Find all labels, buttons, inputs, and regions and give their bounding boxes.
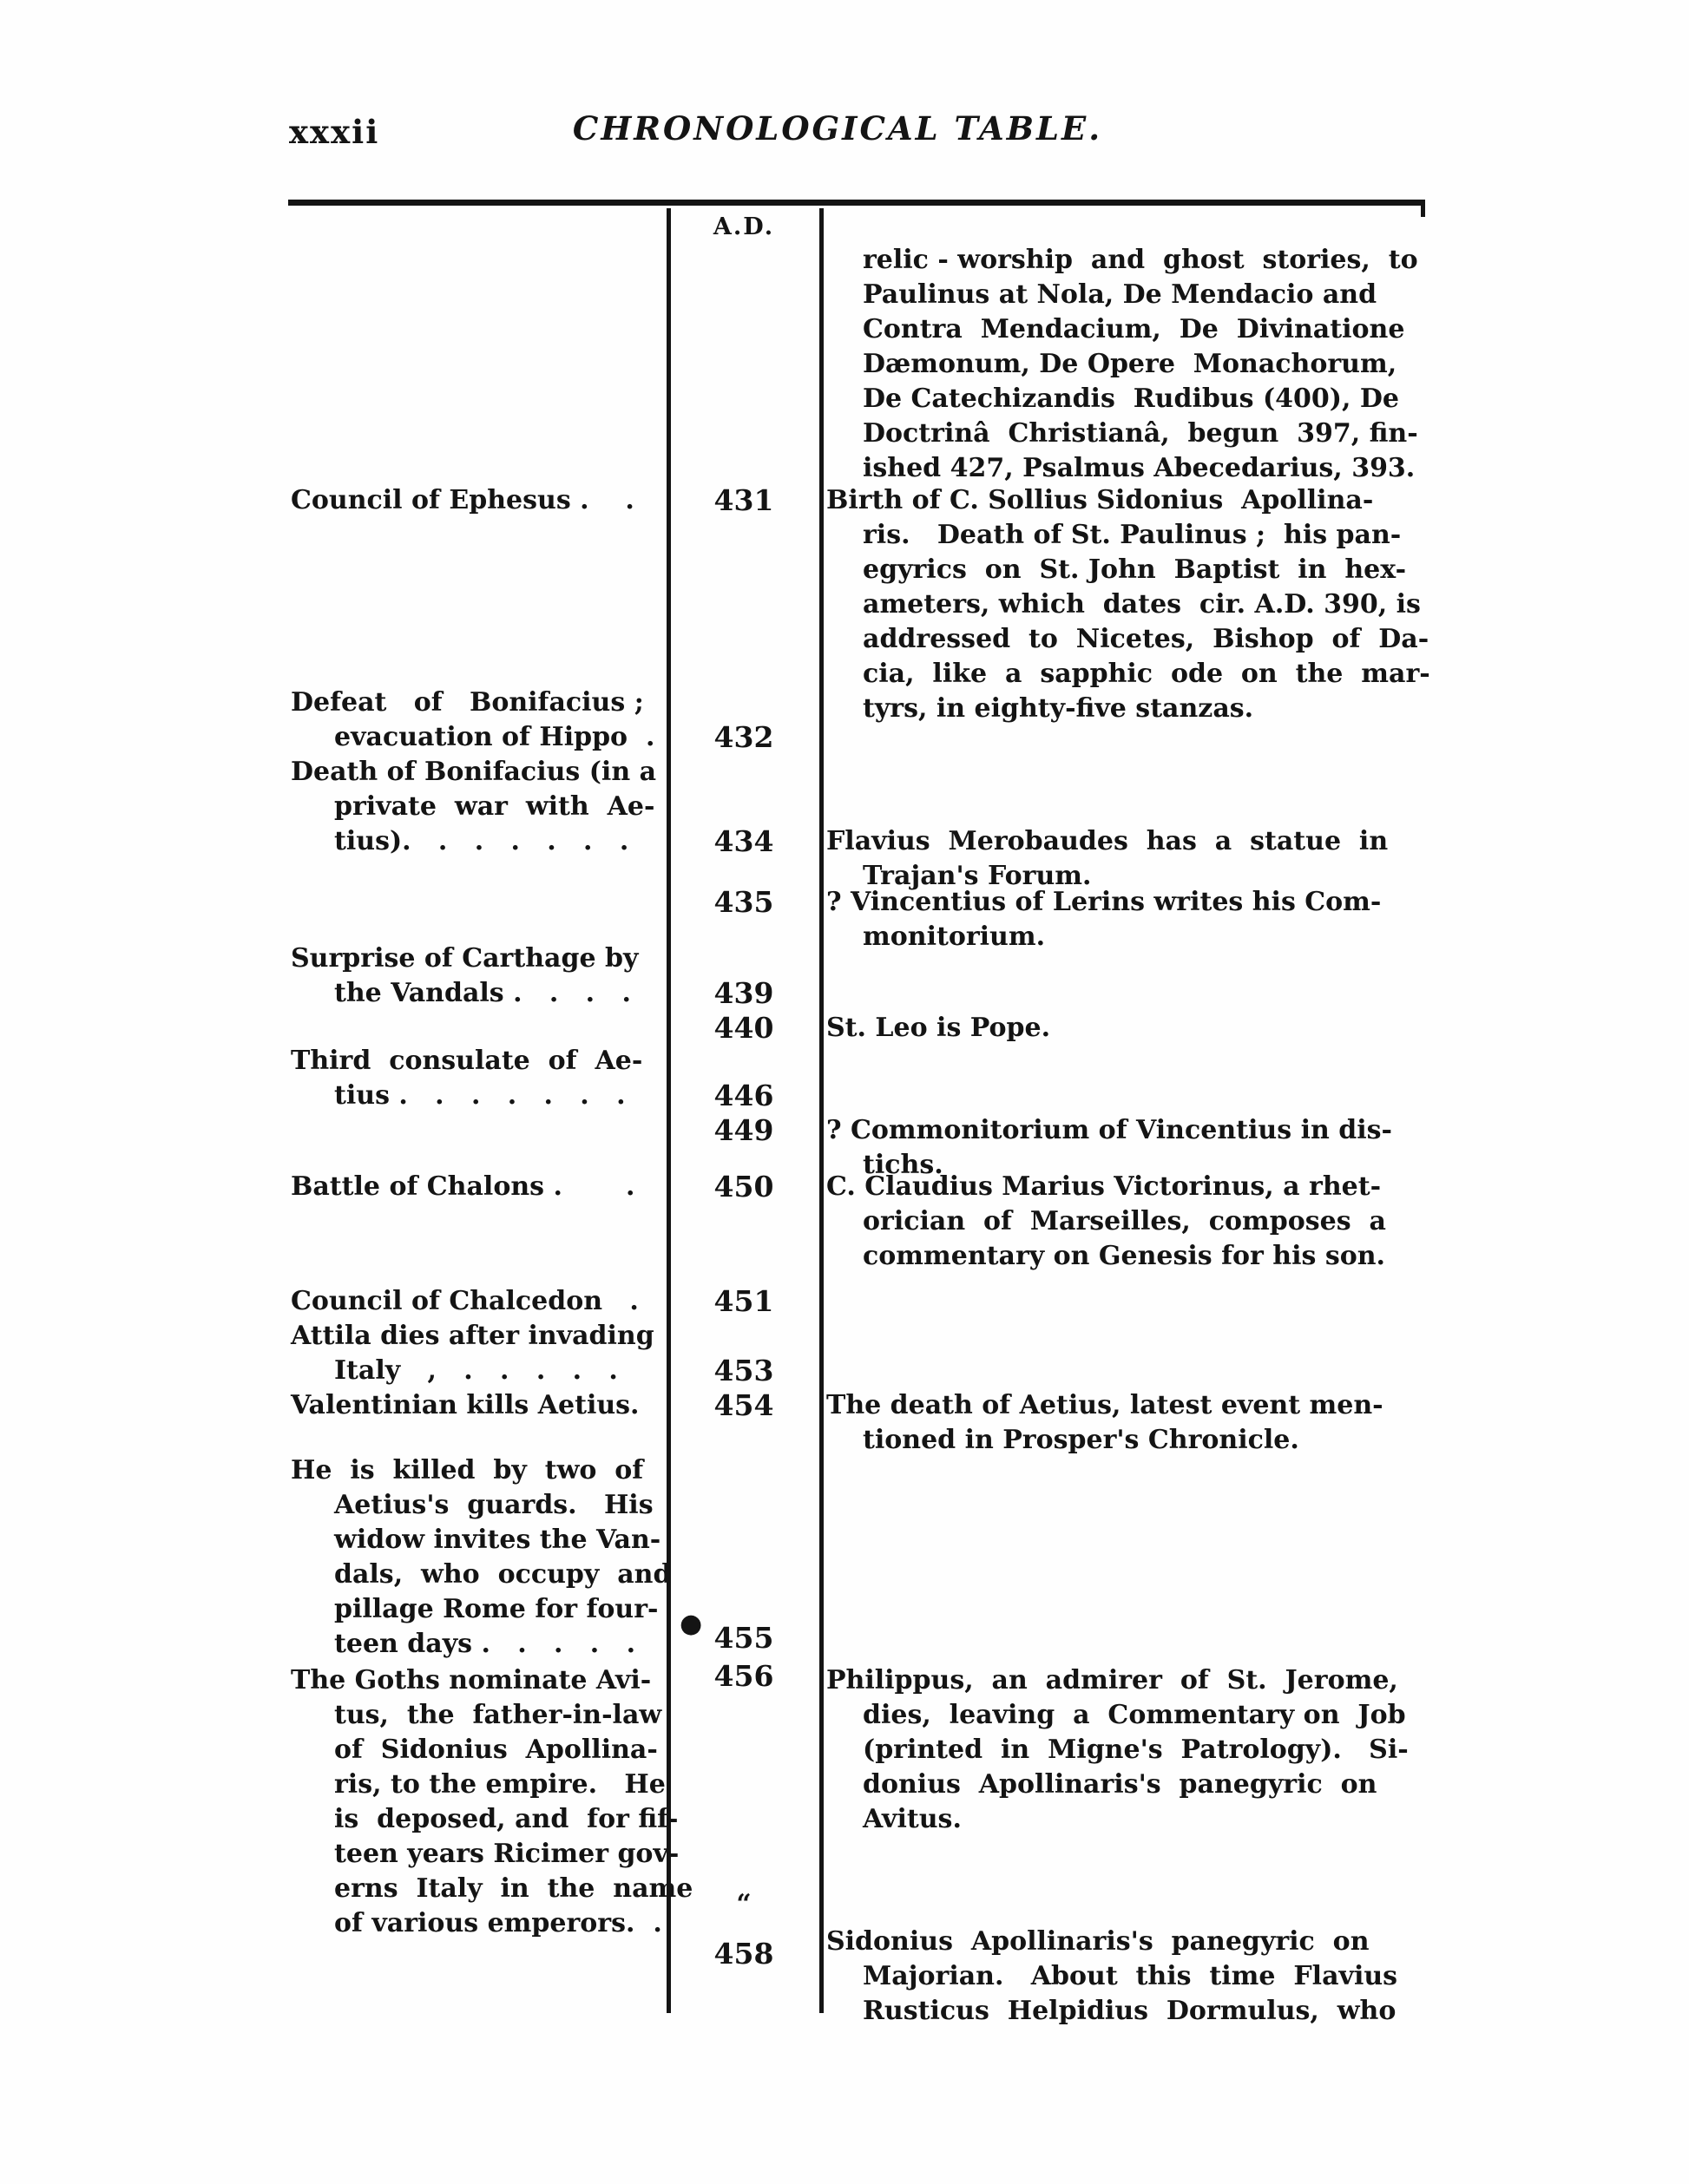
text-line: orician of Marseilles, composes a (863, 1206, 1386, 1236)
year-label-431: 431 (713, 483, 774, 517)
table-top-rule-end-tick (1421, 200, 1425, 217)
text-line: evacuation of Hippo . (334, 722, 655, 752)
desc-panegyric-on-majorian (826, 1925, 1427, 2029)
ad-column-header: A.D. (713, 213, 775, 240)
text-line: (printed in Migne's Patrology). Si- (863, 1735, 1409, 1765)
text-line: He is killed by two of (291, 1455, 644, 1486)
ink-blot-mark: ● (680, 1609, 703, 1639)
desc-claudius-marius-victorinus (826, 1170, 1427, 1274)
text-line: of Sidonius Apollina- (334, 1735, 658, 1765)
text-line: tyrs, in eighty-five stanzas. (863, 693, 1254, 724)
text-line: Italy , . . . . . (334, 1355, 618, 1386)
desc-death-of-aetius (826, 1388, 1427, 1458)
text-line: Valentinian kills Aetius. (291, 1390, 640, 1420)
text-line: Council of Chalcedon . (291, 1286, 639, 1316)
year-label-455: 455 (713, 1621, 774, 1655)
event-council-of-chalcedon (291, 1284, 662, 1319)
text-line: tus, the father-in-law (334, 1700, 662, 1730)
text-line: Avitus. (863, 1804, 962, 1834)
text-line: Philippus, an admirer of St. Jerome, (826, 1665, 1398, 1695)
text-line: dals, who occupy and (334, 1559, 672, 1590)
text-line: Sidonius Apollinaris's panegyric on (826, 1926, 1370, 1957)
year-label-434: 434 (713, 824, 774, 858)
text-line: Defeat of Bonifacius ; (291, 687, 644, 718)
year-label-458: 458 (713, 1937, 774, 1971)
text-line: ris. Death of St. Paulinus ; his pan- (863, 520, 1402, 550)
text-line: Dæmonum, De Opere Monachorum, (863, 349, 1397, 379)
desc-st-leo-pope (826, 1011, 1427, 1046)
text-line: Battle of Chalons . . (291, 1171, 635, 1202)
text-line: Rusticus Helpidius Dormulus, who (863, 1996, 1397, 2026)
year-label-450: 450 (713, 1170, 774, 1203)
text-line: egyrics on St. John Baptist in hex- (863, 554, 1407, 585)
text-line: of various emperors. . (334, 1908, 662, 1938)
text-line: is deposed, and for fif- (334, 1804, 679, 1834)
desc-flavius-merobaudes (826, 824, 1427, 894)
text-line: Aetius's guards. His (334, 1490, 654, 1520)
text-line: Third consulate of Ae- (291, 1046, 643, 1076)
text-line: private war with Ae- (334, 791, 655, 822)
year-label-435: 435 (713, 885, 774, 919)
year-label-439: 439 (713, 976, 774, 1010)
text-line: cia, like a sapphic ode on the mar- (863, 659, 1430, 689)
text-line: Flavius Merobaudes has a statue in (826, 826, 1389, 856)
year-label-456: 456 (713, 1659, 774, 1693)
text-line: ris, to the empire. He (334, 1769, 666, 1800)
text-line: pillage Rome for four- (334, 1594, 659, 1624)
text-line: teen years Ricimer gov- (334, 1839, 680, 1869)
event-attila-dies (291, 1319, 662, 1388)
event-goths-nominate-avitus (291, 1663, 693, 1941)
text-line: Surprise of Carthage by (291, 943, 639, 974)
text-line: ished 427, Psalmus Abecedarius, 393. (863, 453, 1416, 483)
page-number: xxxii (289, 113, 380, 151)
year-label-451: 451 (713, 1284, 774, 1318)
text-line: Death of Bonifacius (in a (291, 757, 657, 787)
year-label-432: 432 (713, 720, 774, 754)
page-title: CHRONOLOGICAL TABLE. (572, 109, 1103, 148)
text-line: dies, leaving a Commentary on Job (863, 1700, 1406, 1730)
text-line: relic - worship and ghost stories, to (863, 245, 1418, 275)
text-line: donius Apollinaris's panegyric on (863, 1769, 1377, 1800)
event-defeat-of-bonifacius (291, 685, 662, 755)
desc-augustine-works-continuation (826, 243, 1427, 486)
text-line: tius . . . . . . . (334, 1080, 626, 1111)
text-line: monitorium. (863, 921, 1046, 952)
desc-vincentius-commonitorium (826, 885, 1427, 954)
text-line: ? Commonitorium of Vincentius in dis- (826, 1115, 1392, 1145)
desc-birth-of-sidonius (826, 483, 1430, 726)
text-line: Attila dies after invading (291, 1321, 654, 1351)
text-line: commentary on Genesis for his son. (863, 1241, 1385, 1271)
text-line: teen days . . . . . (334, 1629, 636, 1659)
event-surprise-of-carthage (291, 941, 662, 1011)
text-line: The Goths nominate Avi- (291, 1665, 652, 1695)
text-line: Birth of C. Sollius Sidonius Apollina- (826, 485, 1374, 515)
event-valentinian-kills-aetius (291, 1388, 662, 1423)
text-line: tichs. (863, 1150, 943, 1180)
text-line: ameters, which dates cir. A.D. 390, is (863, 589, 1421, 620)
table-column-rule-right (819, 208, 824, 2013)
text-line: addressed to Nicetes, Bishop of Da- (863, 624, 1429, 654)
event-valentinian-killed (291, 1453, 672, 1662)
text-line: erns Italy in the name (334, 1873, 693, 1904)
text-line: Trajan's Forum. (863, 861, 1092, 891)
text-line: ? Vincentius of Lerins writes his Com- (826, 887, 1382, 917)
year-label-449: 449 (713, 1113, 774, 1147)
text-line: the Vandals . . . . (334, 978, 631, 1008)
text-line: C. Claudius Marius Victorinus, a rhet- (826, 1171, 1382, 1202)
event-third-consulate (291, 1044, 662, 1113)
year-label-454: 454 (713, 1388, 774, 1422)
event-death-of-bonifacius (291, 755, 662, 859)
event-battle-of-chalons (291, 1170, 662, 1204)
event-council-of-ephesus (291, 483, 662, 518)
text-line: Paulinus at Nola, De Mendacio and (863, 279, 1377, 310)
desc-philippus-dies (826, 1663, 1427, 1837)
text-line: Council of Ephesus . . (291, 485, 634, 515)
text-line: De Catechizandis Rudibus (400), De (863, 384, 1399, 414)
year-label-440: 440 (713, 1011, 774, 1045)
table-top-rule (288, 200, 1425, 206)
text-line: tioned in Prosper's Chronicle. (863, 1425, 1299, 1455)
text-line: tius). . . . . . . (334, 826, 629, 856)
text-line: Doctrinâ Christianâ, begun 397, fin- (863, 418, 1418, 449)
year-label-446: 446 (713, 1079, 774, 1112)
text-line: Majorian. About this time Flavius (863, 1961, 1398, 1991)
year-ditto-mark: “ (736, 1889, 752, 1919)
text-line: St. Leo is Pope. (826, 1013, 1051, 1043)
year-label-453: 453 (713, 1354, 774, 1387)
text-line: Contra Mendacium, De Divinatione (863, 314, 1405, 344)
text-line: widow invites the Van- (334, 1525, 661, 1555)
text-line: The death of Aetius, latest event men- (826, 1390, 1383, 1420)
